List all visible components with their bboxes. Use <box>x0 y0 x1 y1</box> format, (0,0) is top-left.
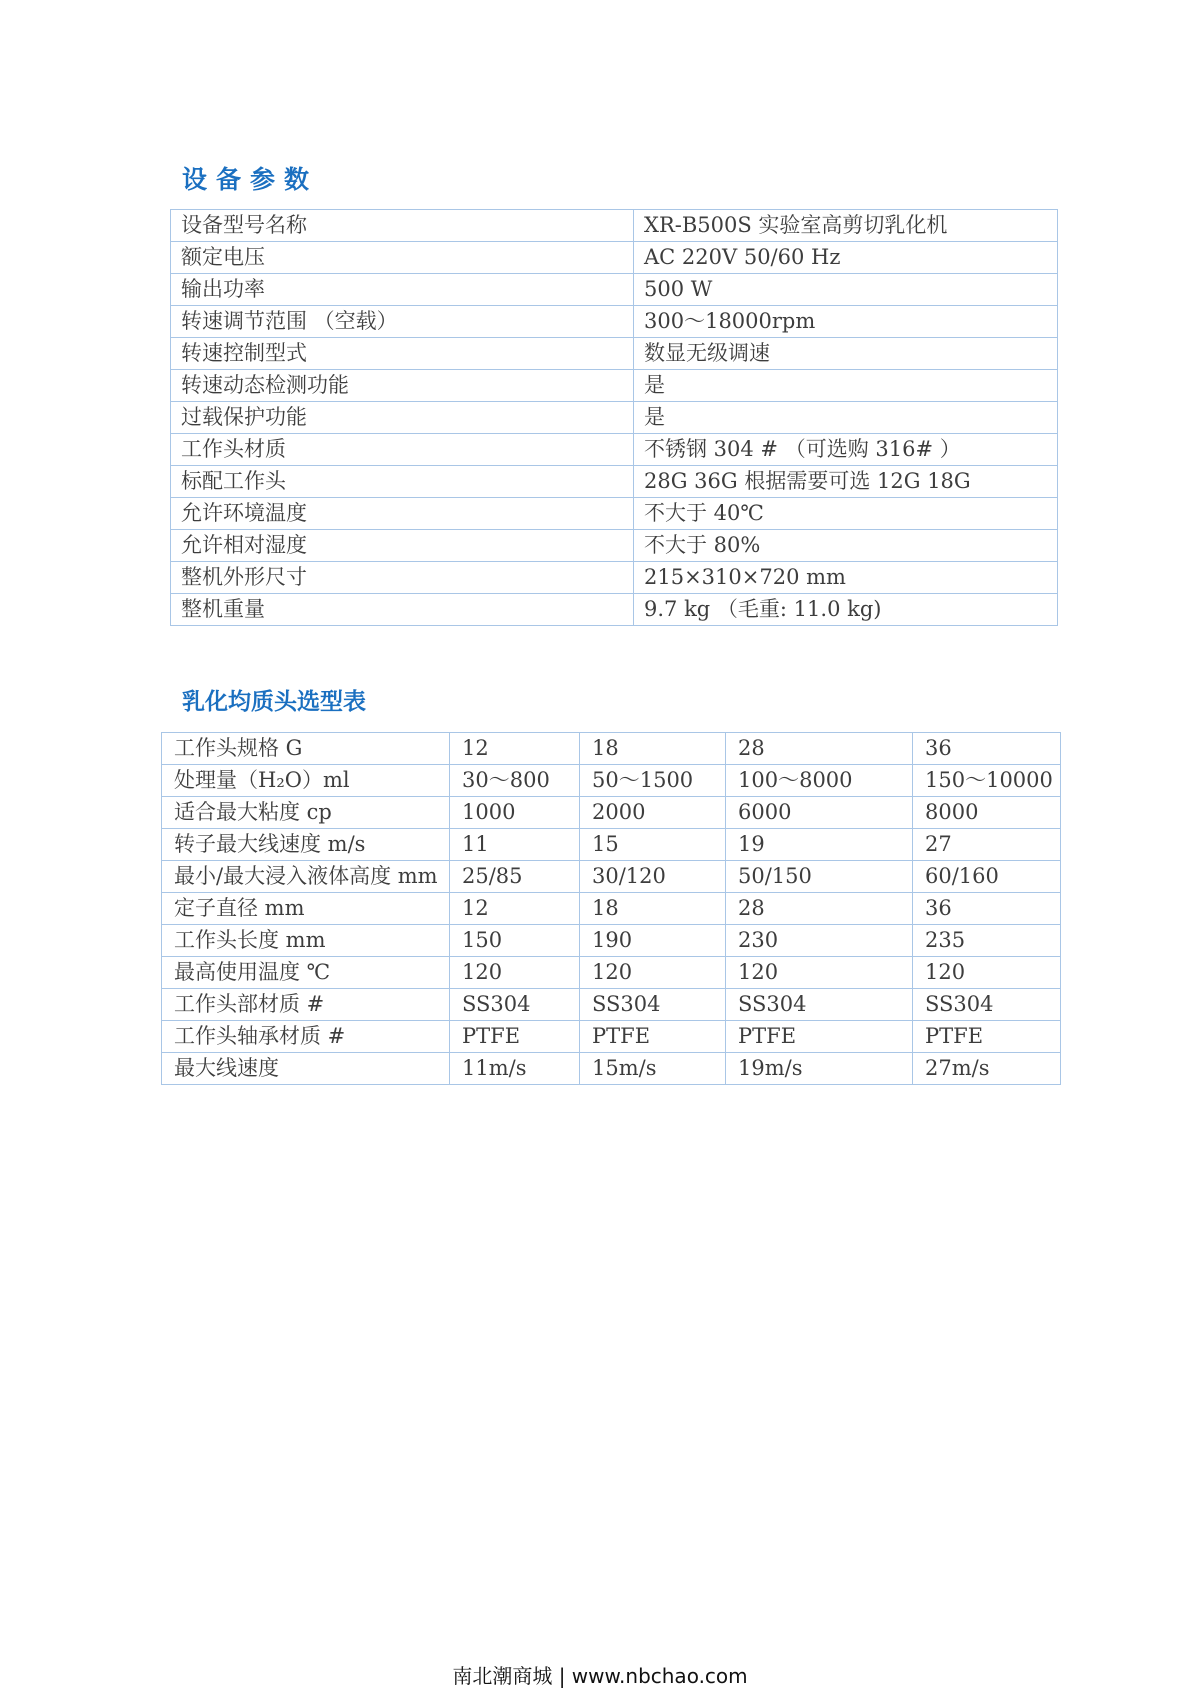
equipment-params-heading: 设备参数 <box>182 165 319 194</box>
spec-value: 50～1500 <box>580 765 726 797</box>
param-value: 是 <box>634 402 1058 434</box>
spec-value: PTFE <box>450 1021 580 1053</box>
spec-value: 12 <box>450 893 580 925</box>
table-row <box>162 733 1061 765</box>
table-row <box>171 402 1058 434</box>
param-label: 允许相对湿度 <box>171 530 634 562</box>
param-value: 500 W <box>634 274 1058 306</box>
param-value: AC 220V 50/60 Hz <box>634 242 1058 274</box>
param-value: 300～18000rpm <box>634 306 1058 338</box>
head-selection-heading: 乳化均质头选型表 <box>182 689 366 715</box>
spec-value: 120 <box>913 957 1061 989</box>
spec-value: 12 <box>450 733 580 765</box>
spec-value: 27m/s <box>913 1053 1061 1085</box>
table-row <box>171 434 1058 466</box>
spec-value: 235 <box>913 925 1061 957</box>
param-value: 是 <box>634 370 1058 402</box>
param-value: 不大于 40℃ <box>634 498 1058 530</box>
table-row <box>171 498 1058 530</box>
table-row <box>162 1053 1061 1085</box>
spec-value: 11 <box>450 829 580 861</box>
spec-label: 工作头规格 G <box>162 733 450 765</box>
table-row <box>171 594 1058 626</box>
spec-value: 60/160 <box>913 861 1061 893</box>
param-value: 9.7 kg （毛重: 11.0 kg) <box>634 594 1058 626</box>
table-row <box>162 765 1061 797</box>
table-row <box>162 829 1061 861</box>
spec-value: 30/120 <box>580 861 726 893</box>
spec-label: 最高使用温度 ℃ <box>162 957 450 989</box>
param-label: 允许环境温度 <box>171 498 634 530</box>
spec-value: 19m/s <box>726 1053 913 1085</box>
spec-label: 适合最大粘度 cp <box>162 797 450 829</box>
param-label: 转速动态检测功能 <box>171 370 634 402</box>
param-value: 数显无级调速 <box>634 338 1058 370</box>
spec-value: 6000 <box>726 797 913 829</box>
table-row <box>171 370 1058 402</box>
table-row <box>162 925 1061 957</box>
spec-value: 120 <box>580 957 726 989</box>
spec-value: 230 <box>726 925 913 957</box>
param-value: 不大于 80% <box>634 530 1058 562</box>
param-label: 工作头材质 <box>171 434 634 466</box>
spec-value: 100～8000 <box>726 765 913 797</box>
spec-value: 27 <box>913 829 1061 861</box>
spec-value: 30～800 <box>450 765 580 797</box>
spec-value: 2000 <box>580 797 726 829</box>
spec-value: 150 <box>450 925 580 957</box>
spec-value: 19 <box>726 829 913 861</box>
spec-value: SS304 <box>726 989 913 1021</box>
spec-value: SS304 <box>913 989 1061 1021</box>
param-label: 转速调节范围 （空载） <box>171 306 634 338</box>
table-row <box>171 562 1058 594</box>
spec-value: SS304 <box>580 989 726 1021</box>
spec-label: 工作头部材质 # <box>162 989 450 1021</box>
spec-value: 50/150 <box>726 861 913 893</box>
spec-value: 18 <box>580 893 726 925</box>
spec-value: 28 <box>726 733 913 765</box>
table-row <box>171 210 1058 242</box>
spec-value: 36 <box>913 893 1061 925</box>
spec-value: 190 <box>580 925 726 957</box>
spec-label: 定子直径 mm <box>162 893 450 925</box>
param-label: 输出功率 <box>171 274 634 306</box>
table-row <box>162 989 1061 1021</box>
param-label: 整机外形尺寸 <box>171 562 634 594</box>
spec-label: 最大线速度 <box>162 1053 450 1085</box>
spec-value: 150～10000 <box>913 765 1061 797</box>
footer-site: 南北潮商城 | www.nbchao.com <box>452 1664 748 1688</box>
table-row <box>171 338 1058 370</box>
head-selection-table <box>161 732 1061 1085</box>
spec-value: 36 <box>913 733 1061 765</box>
spec-label: 转子最大线速度 m/s <box>162 829 450 861</box>
spec-value: PTFE <box>726 1021 913 1053</box>
table-row <box>171 306 1058 338</box>
table-row <box>171 466 1058 498</box>
spec-value: 11m/s <box>450 1053 580 1085</box>
table-row <box>162 1021 1061 1053</box>
spec-value: SS304 <box>450 989 580 1021</box>
param-label: 标配工作头 <box>171 466 634 498</box>
table-row <box>171 530 1058 562</box>
table-row <box>171 242 1058 274</box>
spec-value: 15 <box>580 829 726 861</box>
param-value: 不锈钢 304 # （可选购 316# ） <box>634 434 1058 466</box>
param-value: 28G 36G 根据需要可选 12G 18G <box>634 466 1058 498</box>
spec-label: 处理量（H₂O）ml <box>162 765 450 797</box>
spec-value: PTFE <box>913 1021 1061 1053</box>
param-value: XR-B500S 实验室高剪切乳化机 <box>634 210 1058 242</box>
table-row <box>162 861 1061 893</box>
param-label: 整机重量 <box>171 594 634 626</box>
param-label: 过载保护功能 <box>171 402 634 434</box>
table-row <box>162 893 1061 925</box>
spec-value: 120 <box>450 957 580 989</box>
spec-label: 最小/最大浸入液体高度 mm <box>162 861 450 893</box>
spec-value: 18 <box>580 733 726 765</box>
table-row <box>162 797 1061 829</box>
spec-value: 25/85 <box>450 861 580 893</box>
spec-value: 15m/s <box>580 1053 726 1085</box>
spec-value: 8000 <box>913 797 1061 829</box>
spec-value: 120 <box>726 957 913 989</box>
spec-label: 工作头长度 mm <box>162 925 450 957</box>
spec-value: 28 <box>726 893 913 925</box>
param-label: 转速控制型式 <box>171 338 634 370</box>
param-label: 设备型号名称 <box>171 210 634 242</box>
param-label: 额定电压 <box>171 242 634 274</box>
spec-value: PTFE <box>580 1021 726 1053</box>
equipment-params-table <box>170 209 1058 626</box>
spec-value: 1000 <box>450 797 580 829</box>
spec-label: 工作头轴承材质 # <box>162 1021 450 1053</box>
table-row <box>171 274 1058 306</box>
param-value: 215×310×720 mm <box>634 562 1058 594</box>
table-row <box>162 957 1061 989</box>
